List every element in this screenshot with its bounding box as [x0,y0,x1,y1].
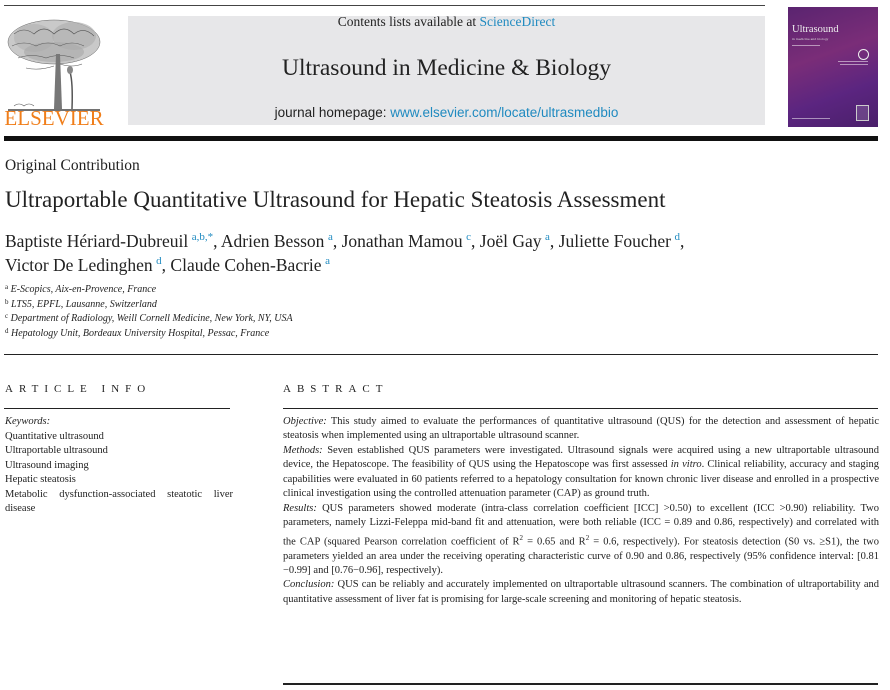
affiliation: $^c$ Department of Radiology, Weill Cornell Medicine, New York, NY, USA [5,312,293,325]
abstract-heading: ABSTRACT [283,383,389,395]
affiliation-ref[interactable]: d [156,255,162,267]
abstract-objective: Objective: This study aimed to evaluate the performances of quantitative ultrasound (QUS) for the detection and assessment of hepatic steatosis when implemented using an ultraportable ultrasound scanner. [283,416,879,442]
keywords-label: Keywords: [5,416,51,427]
keyword: Quantitative ultrasound [5,430,104,442]
cover-subtitle: in medicine and biology [792,37,829,41]
article-info-heading: ARTICLE INFO [5,383,152,395]
cover-elsevier-mark-icon [856,105,869,121]
keyword: Ultraportable ultrasound [5,445,108,456]
author[interactable]: Adrien Besson $^a$ [220,231,333,251]
keyword: Hepatic steatosis [5,474,76,485]
cover-emblem-icon [858,49,869,60]
cover-line [838,61,868,62]
author[interactable]: Claude Cohen-Bacrie $^a$ [170,255,330,275]
abstract-body [283,415,879,607]
abstract-bottom-rule [283,683,878,685]
figure-icon [70,72,72,109]
affiliation: $^a$ E-Scopics, Aix-en-Provence, France [5,283,157,295]
sciencedirect-link[interactable]: ScienceDirect [479,14,556,29]
affiliation-ref[interactable]: a [327,231,333,243]
top-rule [4,5,765,6]
cover-line [840,64,868,65]
affiliations [5,283,293,341]
section-divider [4,354,878,355]
author[interactable]: Jonathan Mamou $^c$ [341,231,472,251]
author[interactable]: Joël Gay $^a$ [479,231,550,251]
journal-name: Ultrasound in Medicine & Biology [282,55,611,81]
cover-title: Ultrasound [792,24,839,35]
affiliation-ref[interactable]: c [466,231,472,243]
affiliation-ref[interactable]: a [325,255,330,267]
affiliation: $^b$ LTS5, EPFL, Lausanne, Switzerland [5,297,157,310]
abstract-results: Results: QUS parameters showed moderate (intra-class correlation coefficient [ICC] >0.50) to excellent (ICC >0.90) reliability. Two parameters, namely Lizzi-Feleppa mid-band fit and attenuation, were both reliable (ICC = 0.89 and 0.86, respectively) and correlated with the CAP (squared Pearson correlation coefficient of $R^2 = 0.65$ and $R^2 = 0.6$, respectively). For steatosis detection (S0 vs. ≥S1), the two parameters yielded an area under the receiving operating characteristic curve of 0.90 and 0.86, respectively (95% confidence interval: [0.81 −0.99] and [0.76−0.96], respectively). [283,502,879,577]
journal-cover-thumbnail [788,7,878,127]
elsevier-wordmark: ELSEVIER [4,106,104,130]
author[interactable]: Victor De Ledinghen $^d$ [5,255,162,275]
keyword: Metabolic dysfunction-associated steatotic liver disease [5,488,233,514]
cover-line [792,118,830,119]
homepage-prefix: journal homepage: [274,105,391,120]
abstract-rule [283,408,878,409]
article-title: Ultraportable Quantitative Ultrasound for Hepatic Steatosis Assessment [5,187,666,212]
author-list: Baptiste Hériard-Dubreuil $^{a,b,*}$, Adrien Besson $^a$, Jonathan Mamou $^c$, Joël Gay $^a$, Juliette Foucher $^d$, Victor De Ledinghen $^d$, Claude Cohen-Bacrie $^a$ [5,231,685,275]
keywords-block [5,415,233,517]
journal-homepage-line [128,105,765,120]
affiliation-ref[interactable]: a [545,231,550,243]
homepage-link[interactable]: www.elsevier.com/locate/ultrasmedbio [390,105,619,120]
author[interactable]: Juliette Foucher $^d$ [558,231,680,251]
tree-canopy-icon [8,20,100,64]
article-info-rule [4,408,230,409]
header-divider [4,136,878,141]
keyword: Ultrasound imaging [5,459,89,471]
affiliation-ref[interactable]: d [674,231,680,243]
author[interactable]: Baptiste Hériard-Dubreuil $^{a,b,*}$ [5,231,214,251]
abstract-methods: Methods: Seven established QUS parameters were investigated. Ultrasound signals were acquired using a new ultraportable ultrasound device, the Hepatoscope. The feasibility of QUS using the Hepatoscope was first assessed in vitro. Clinical reliability, accuracy and staging capabilities were evaluated in 60 patients referred to a hepatology consultation for known chronic liver disease and enrolled in a prospective clinical investigation using the controlled attenuation parameter (CAP) as ground truth. [283,444,879,500]
affiliation: $^d$ Hepatology Unit, Bordeaux University Hospital, Pessac, France [5,326,270,339]
article-type: Original Contribution [5,157,140,174]
contents-list-line [128,14,765,30]
affiliation-ref[interactable]: a,b,* [191,231,214,243]
cover-line [792,45,820,46]
contents-prefix: Contents lists available at [337,14,480,29]
abstract-conclusion: Conclusion: QUS can be reliably and accurately implemented on ultraportable ultrasound scanners. The combination of ultraportability and quantitative assessment of liver fat is promising for large-scale screening and monitoring of hepatic steatosis. [283,579,879,605]
